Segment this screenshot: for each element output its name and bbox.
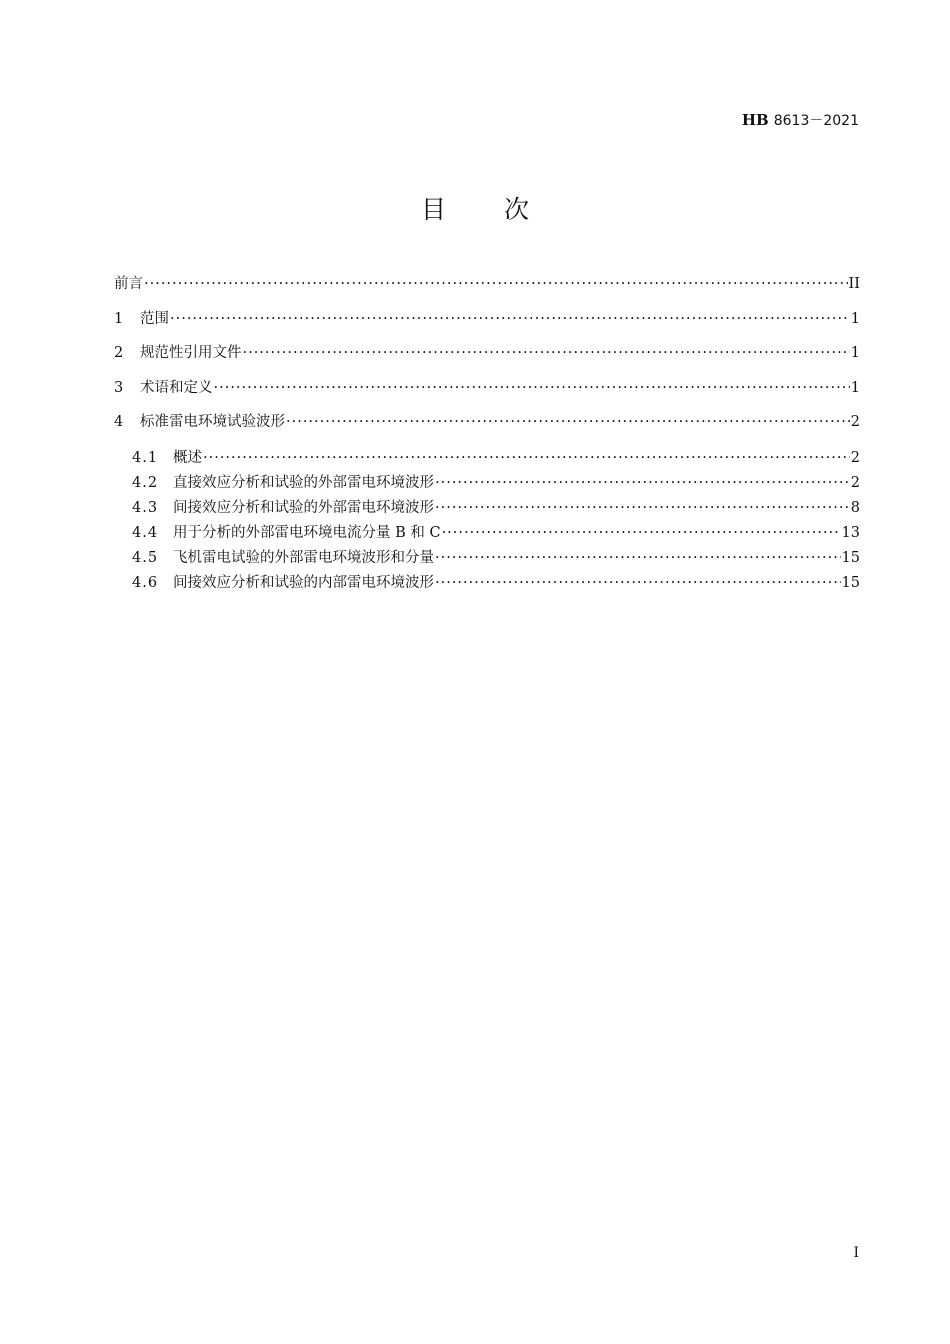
- toc-leader-dots: [214, 378, 850, 398]
- toc-entry-page: 2: [850, 414, 860, 430]
- toc-entry-page: 1: [850, 380, 860, 396]
- toc-entry-text: 术语和定义: [140, 380, 213, 396]
- toc-entry-1[interactable]: [114, 309, 860, 329]
- toc-entry-number: 1: [114, 311, 124, 327]
- page-title: 目次: [420, 195, 587, 224]
- toc-entry-text: 规范性引用文件: [140, 345, 242, 361]
- toc-leader-dots: [435, 498, 850, 518]
- toc-entry-4-1[interactable]: [132, 448, 860, 468]
- toc-entry-4-6[interactable]: [132, 573, 860, 593]
- toc-entry-text: 标准雷电环境试验波形: [140, 414, 285, 430]
- toc-leader-dots: [243, 343, 850, 363]
- toc-entry-4[interactable]: [114, 412, 860, 432]
- toc-entry-text: 间接效应分析和试验的内部雷电环境波形: [173, 575, 434, 591]
- toc-entry-text: 飞机雷电试验的外部雷电环境波形和分量: [173, 550, 434, 566]
- toc-entry-number: 2: [114, 345, 124, 361]
- toc-leader-dots: [144, 274, 848, 294]
- toc-entry-page: 15: [841, 575, 860, 591]
- toc-entry-number: 4: [114, 414, 124, 430]
- toc-entry-page: 8: [850, 500, 860, 516]
- toc-entry-number: 3: [114, 380, 124, 396]
- toc-entry-text: 间接效应分析和试验的外部雷电环境波形: [173, 500, 434, 516]
- toc-entry-number: 4.3: [132, 500, 159, 516]
- toc-entry-2[interactable]: [114, 343, 860, 363]
- toc-entry-4-2[interactable]: [132, 473, 860, 493]
- toc-leader-dots: [203, 448, 850, 468]
- toc-entry-4-3[interactable]: [132, 498, 860, 518]
- toc-entry-page: 15: [841, 550, 860, 566]
- page-number: I: [853, 1245, 859, 1261]
- table-of-contents: [114, 0, 860, 1344]
- toc-entry-page: 1: [850, 311, 860, 327]
- toc-entry-text: 前言: [114, 276, 143, 292]
- doc-number: 8613－2021: [773, 113, 859, 129]
- toc-leader-dots: [435, 573, 841, 593]
- toc-entry-number: 4.2: [132, 475, 159, 491]
- toc-entry-page: 2: [850, 450, 860, 466]
- toc-leader-dots: [435, 548, 841, 568]
- toc-entry-3[interactable]: [114, 378, 860, 398]
- toc-entry-page: II: [848, 276, 860, 292]
- toc-leader-dots: [286, 412, 850, 432]
- toc-entry-text: 直接效应分析和试验的外部雷电环境波形: [173, 475, 434, 491]
- doc-prefix: HB: [741, 111, 769, 129]
- toc-leader-dots: [170, 309, 850, 329]
- toc-entry-number: 4.5: [132, 550, 159, 566]
- toc-entry-text: 用于分析的外部雷电环境电流分量 B 和 C: [173, 525, 441, 541]
- toc-entry-page: 1: [850, 345, 860, 361]
- toc-entry-4-5[interactable]: [132, 548, 860, 568]
- toc-entry-number: 4.1: [132, 450, 159, 466]
- toc-entry-foreword[interactable]: [114, 274, 860, 294]
- toc-entry-4-4[interactable]: [132, 523, 860, 543]
- toc-entry-number: 4.4: [132, 525, 159, 541]
- toc-leader-dots: [442, 523, 841, 543]
- toc-entry-number: 4.6: [132, 575, 159, 591]
- toc-entry-text: 范围: [140, 311, 169, 327]
- toc-entry-text: 概述: [173, 450, 202, 466]
- toc-leader-dots: [435, 473, 850, 493]
- toc-entry-page: 2: [850, 475, 860, 491]
- toc-entry-page: 13: [841, 525, 860, 541]
